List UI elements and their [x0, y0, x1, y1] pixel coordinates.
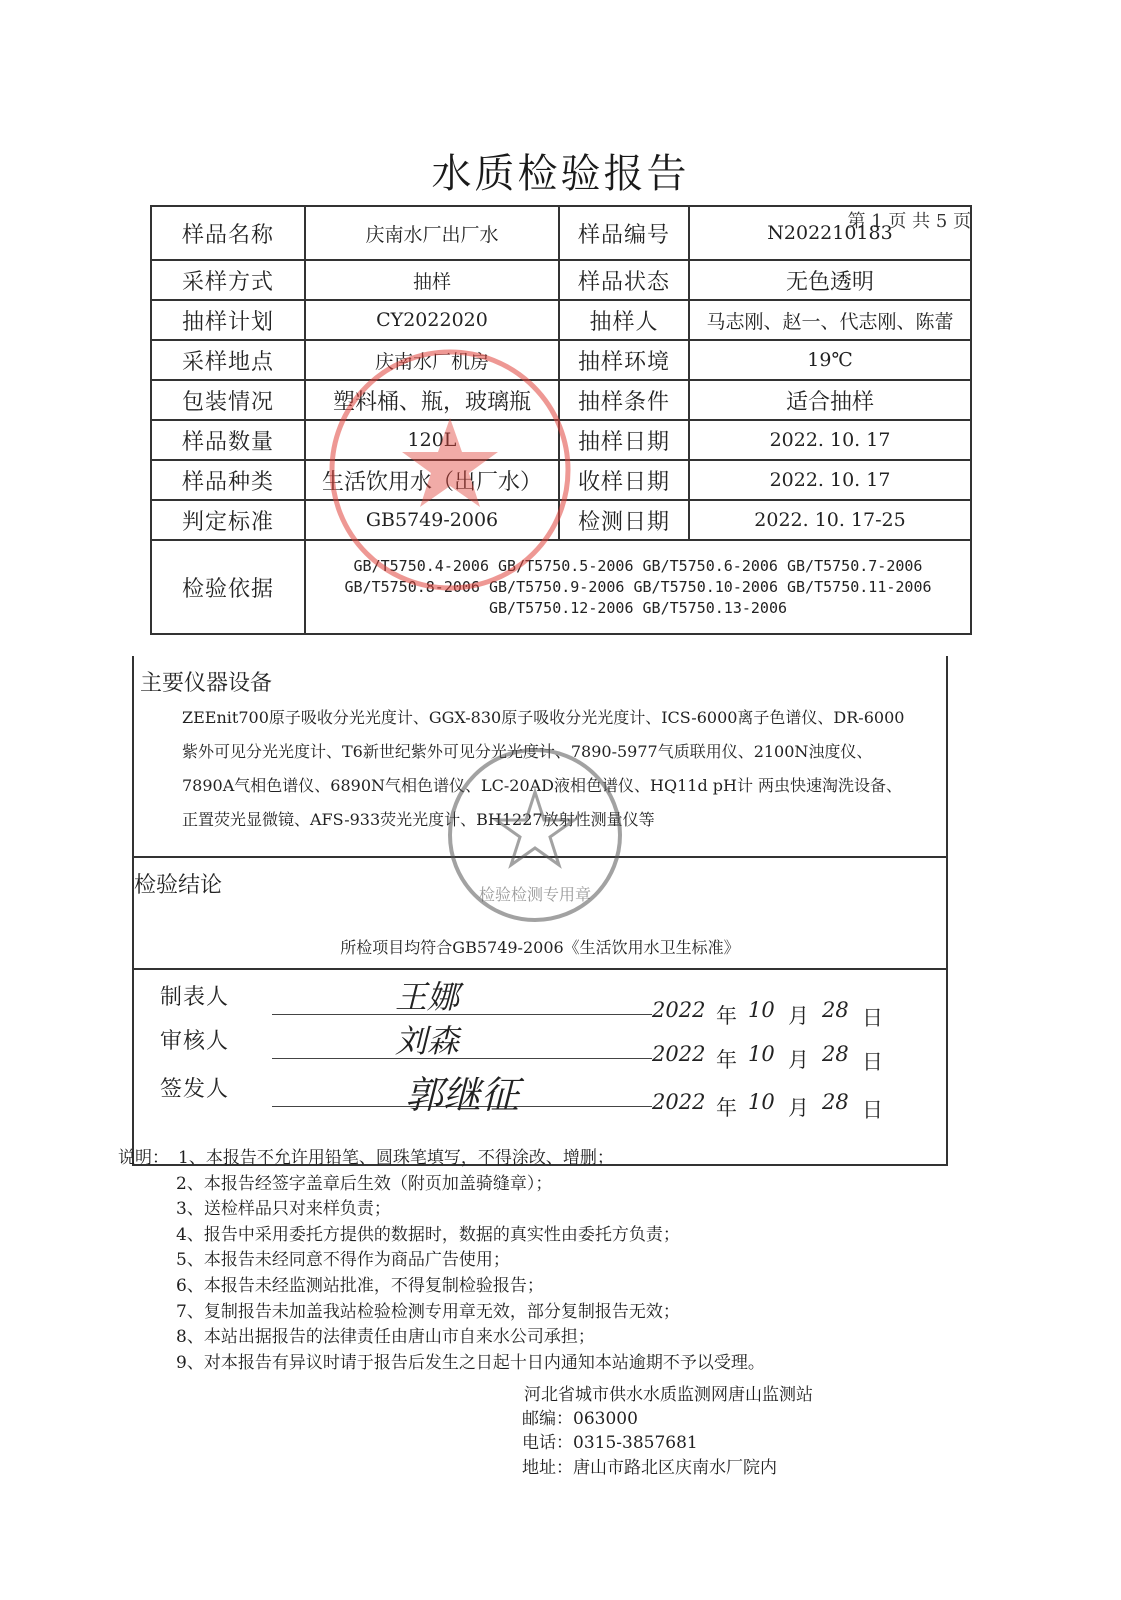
note-item: 3、送检样品只对来样负责； — [176, 1199, 391, 1220]
field-value: 19℃ — [689, 340, 971, 380]
note-item: 6、本报告未经监测站批准，不得复制检验报告； — [176, 1276, 544, 1296]
basis-line-2: GB/T5750.8-2006 GB/T5750.9-2006 GB/T5750.10-2006 GB/T5750.11-2006 — [344, 577, 932, 596]
field-label: 包装情况 — [151, 380, 305, 420]
note-item: 8、本站出据报告的法律责任由唐山市自来水公司承担； — [176, 1327, 595, 1348]
contact-postcode: 邮编：063000 — [522, 1409, 638, 1429]
conclusion-section — [134, 858, 946, 970]
day-unit: 日 — [862, 1098, 883, 1122]
field-label: 样品种类 — [151, 460, 305, 500]
signature-year: 2022 — [652, 1090, 706, 1114]
contact-org: 河北省城市供水水质监测网唐山监测站 — [524, 1385, 813, 1405]
table-row — [151, 380, 971, 420]
field-label: 抽样条件 — [559, 380, 689, 420]
field-label: 样品编号 — [559, 206, 689, 260]
basis-label: 检验依据 — [151, 540, 305, 634]
field-label: 抽样环境 — [559, 340, 689, 380]
field-label: 收样日期 — [559, 460, 689, 500]
signature-line — [272, 1014, 652, 1015]
note-item: 9、对本报告有异议时请于报告后发生之日起十日内通知本站逾期不予以受理。 — [176, 1352, 765, 1373]
field-value: CY2022020 — [305, 300, 559, 340]
field-label: 样品数量 — [151, 420, 305, 460]
handwritten-signature: 郭继征 — [405, 1073, 520, 1117]
field-label: 判定标准 — [151, 500, 305, 540]
notes-label: 说明： — [118, 1148, 169, 1168]
note-item: 2、本报告经签字盖章后生效（附页加盖骑缝章）； — [176, 1173, 553, 1194]
basis-line-1: GB/T5750.4-2006 GB/T5750.5-2006 GB/T5750.6-2006 GB/T5750.7-2006 — [353, 556, 923, 575]
field-value: 庆南水厂机房 — [305, 340, 559, 380]
table-row — [151, 500, 971, 540]
signature-line — [272, 1058, 652, 1059]
field-label: 检测日期 — [559, 500, 689, 540]
table-row — [151, 340, 971, 380]
field-label: 样品状态 — [559, 260, 689, 300]
equipment-list: ZEEnit700原子吸收分光光度计、GGX-830原子吸收分光光度计、ICS-6000离子色谱仪、DR-6000紫外可见分光光度计、T6新世纪紫外可见分光光度计、7890-5977气质联用仪、2100N浊度仪、7890A气相色谱仪、6890N气相色谱仪、LC-20AD液相色谱仪、HQ11d pH计 两虫快速淘洗设备、正置荧光显微镜、AFS-933荧光光度计、BH1227放射性测量仪等 — [182, 708, 905, 829]
contact-address: 地址：唐山市路北区庆南水厂院内 — [522, 1458, 777, 1478]
month-unit: 月 — [788, 1048, 809, 1072]
signature-month: 10 — [748, 1090, 775, 1114]
year-unit: 年 — [716, 1048, 737, 1072]
field-label: 抽样日期 — [559, 420, 689, 460]
contact-phone: 电话：0315-3857681 — [522, 1433, 698, 1453]
signature-role-label: 制表人 — [160, 985, 230, 1010]
day-unit: 日 — [862, 1050, 883, 1074]
signature-role-label: 签发人 — [160, 1077, 230, 1102]
field-value: 适合抽样 — [689, 380, 971, 420]
month-unit: 月 — [788, 1004, 809, 1028]
field-label: 采样地点 — [151, 340, 305, 380]
table-row — [151, 460, 971, 500]
signature-year: 2022 — [652, 1042, 706, 1066]
field-label: 抽样计划 — [151, 300, 305, 340]
handwritten-signature: 刘森 — [395, 1022, 460, 1060]
basis-line-3: GB/T5750.12-2006 GB/T5750.13-2006 — [488, 598, 787, 617]
year-unit: 年 — [716, 1004, 737, 1028]
note-item: 7、复制报告未加盖我站检验检测专用章无效，部分复制报告无效； — [176, 1301, 680, 1322]
year-unit: 年 — [716, 1096, 737, 1120]
field-value: 马志刚、赵一、代志刚、陈蕾 — [689, 300, 971, 340]
field-label: 抽样人 — [559, 300, 689, 340]
field-value: 无色透明 — [689, 260, 971, 300]
signature-year: 2022 — [652, 998, 706, 1022]
note-item: 1、本报告不允许用铅笔、圆珠笔填写，不得涂改、增删； — [178, 1148, 614, 1168]
note-item: 5、本报告未经同意不得作为商品广告使用； — [176, 1250, 510, 1271]
report-table — [150, 205, 972, 635]
month-unit: 月 — [788, 1096, 809, 1120]
signature-day: 28 — [822, 1090, 849, 1114]
field-value: 2022. 10. 17-25 — [689, 500, 971, 540]
field-value: 120L — [305, 420, 559, 460]
field-value: 生活饮用水（出厂水） — [305, 460, 559, 500]
table-row — [151, 420, 971, 460]
basis-standards — [305, 540, 971, 634]
equipment-section — [134, 656, 946, 858]
conclusion-text: 所检项目均符合GB5749-2006《生活饮用水卫生标准》 — [340, 938, 740, 957]
day-unit: 日 — [862, 1006, 883, 1030]
equipment-label: 主要仪器设备 — [140, 671, 273, 696]
field-label: 采样方式 — [151, 260, 305, 300]
table-row — [151, 260, 971, 300]
table-row — [151, 300, 971, 340]
signature-day: 28 — [822, 1042, 849, 1066]
handwritten-signature: 王娜 — [395, 978, 460, 1016]
field-label: 样品名称 — [151, 206, 305, 260]
signature-month: 10 — [748, 1042, 775, 1066]
page-counter: 第 1 页 共 5 页 — [847, 211, 971, 232]
report-title: 水质检验报告 — [431, 151, 690, 197]
note-item: 4、报告中采用委托方提供的数据时，数据的真实性由委托方负责； — [176, 1224, 680, 1245]
signature-day: 28 — [822, 998, 849, 1022]
svg-text:检验检测专用章: 检验检测专用章 — [478, 885, 592, 904]
field-value: 2022. 10. 17 — [689, 420, 971, 460]
signature-month: 10 — [748, 998, 775, 1022]
field-value: 2022. 10. 17 — [689, 460, 971, 500]
field-value: 塑料桶、瓶，玻璃瓶 — [305, 380, 559, 420]
table-row — [151, 206, 971, 260]
field-value: 抽样 — [305, 260, 559, 300]
signature-role-label: 审核人 — [160, 1029, 230, 1054]
field-value: 庆南水厂出厂水 — [305, 206, 559, 260]
field-value: GB5749-2006 — [305, 500, 559, 540]
conclusion-label: 检验结论 — [134, 873, 223, 898]
field-value: N202210183 — [689, 206, 971, 260]
